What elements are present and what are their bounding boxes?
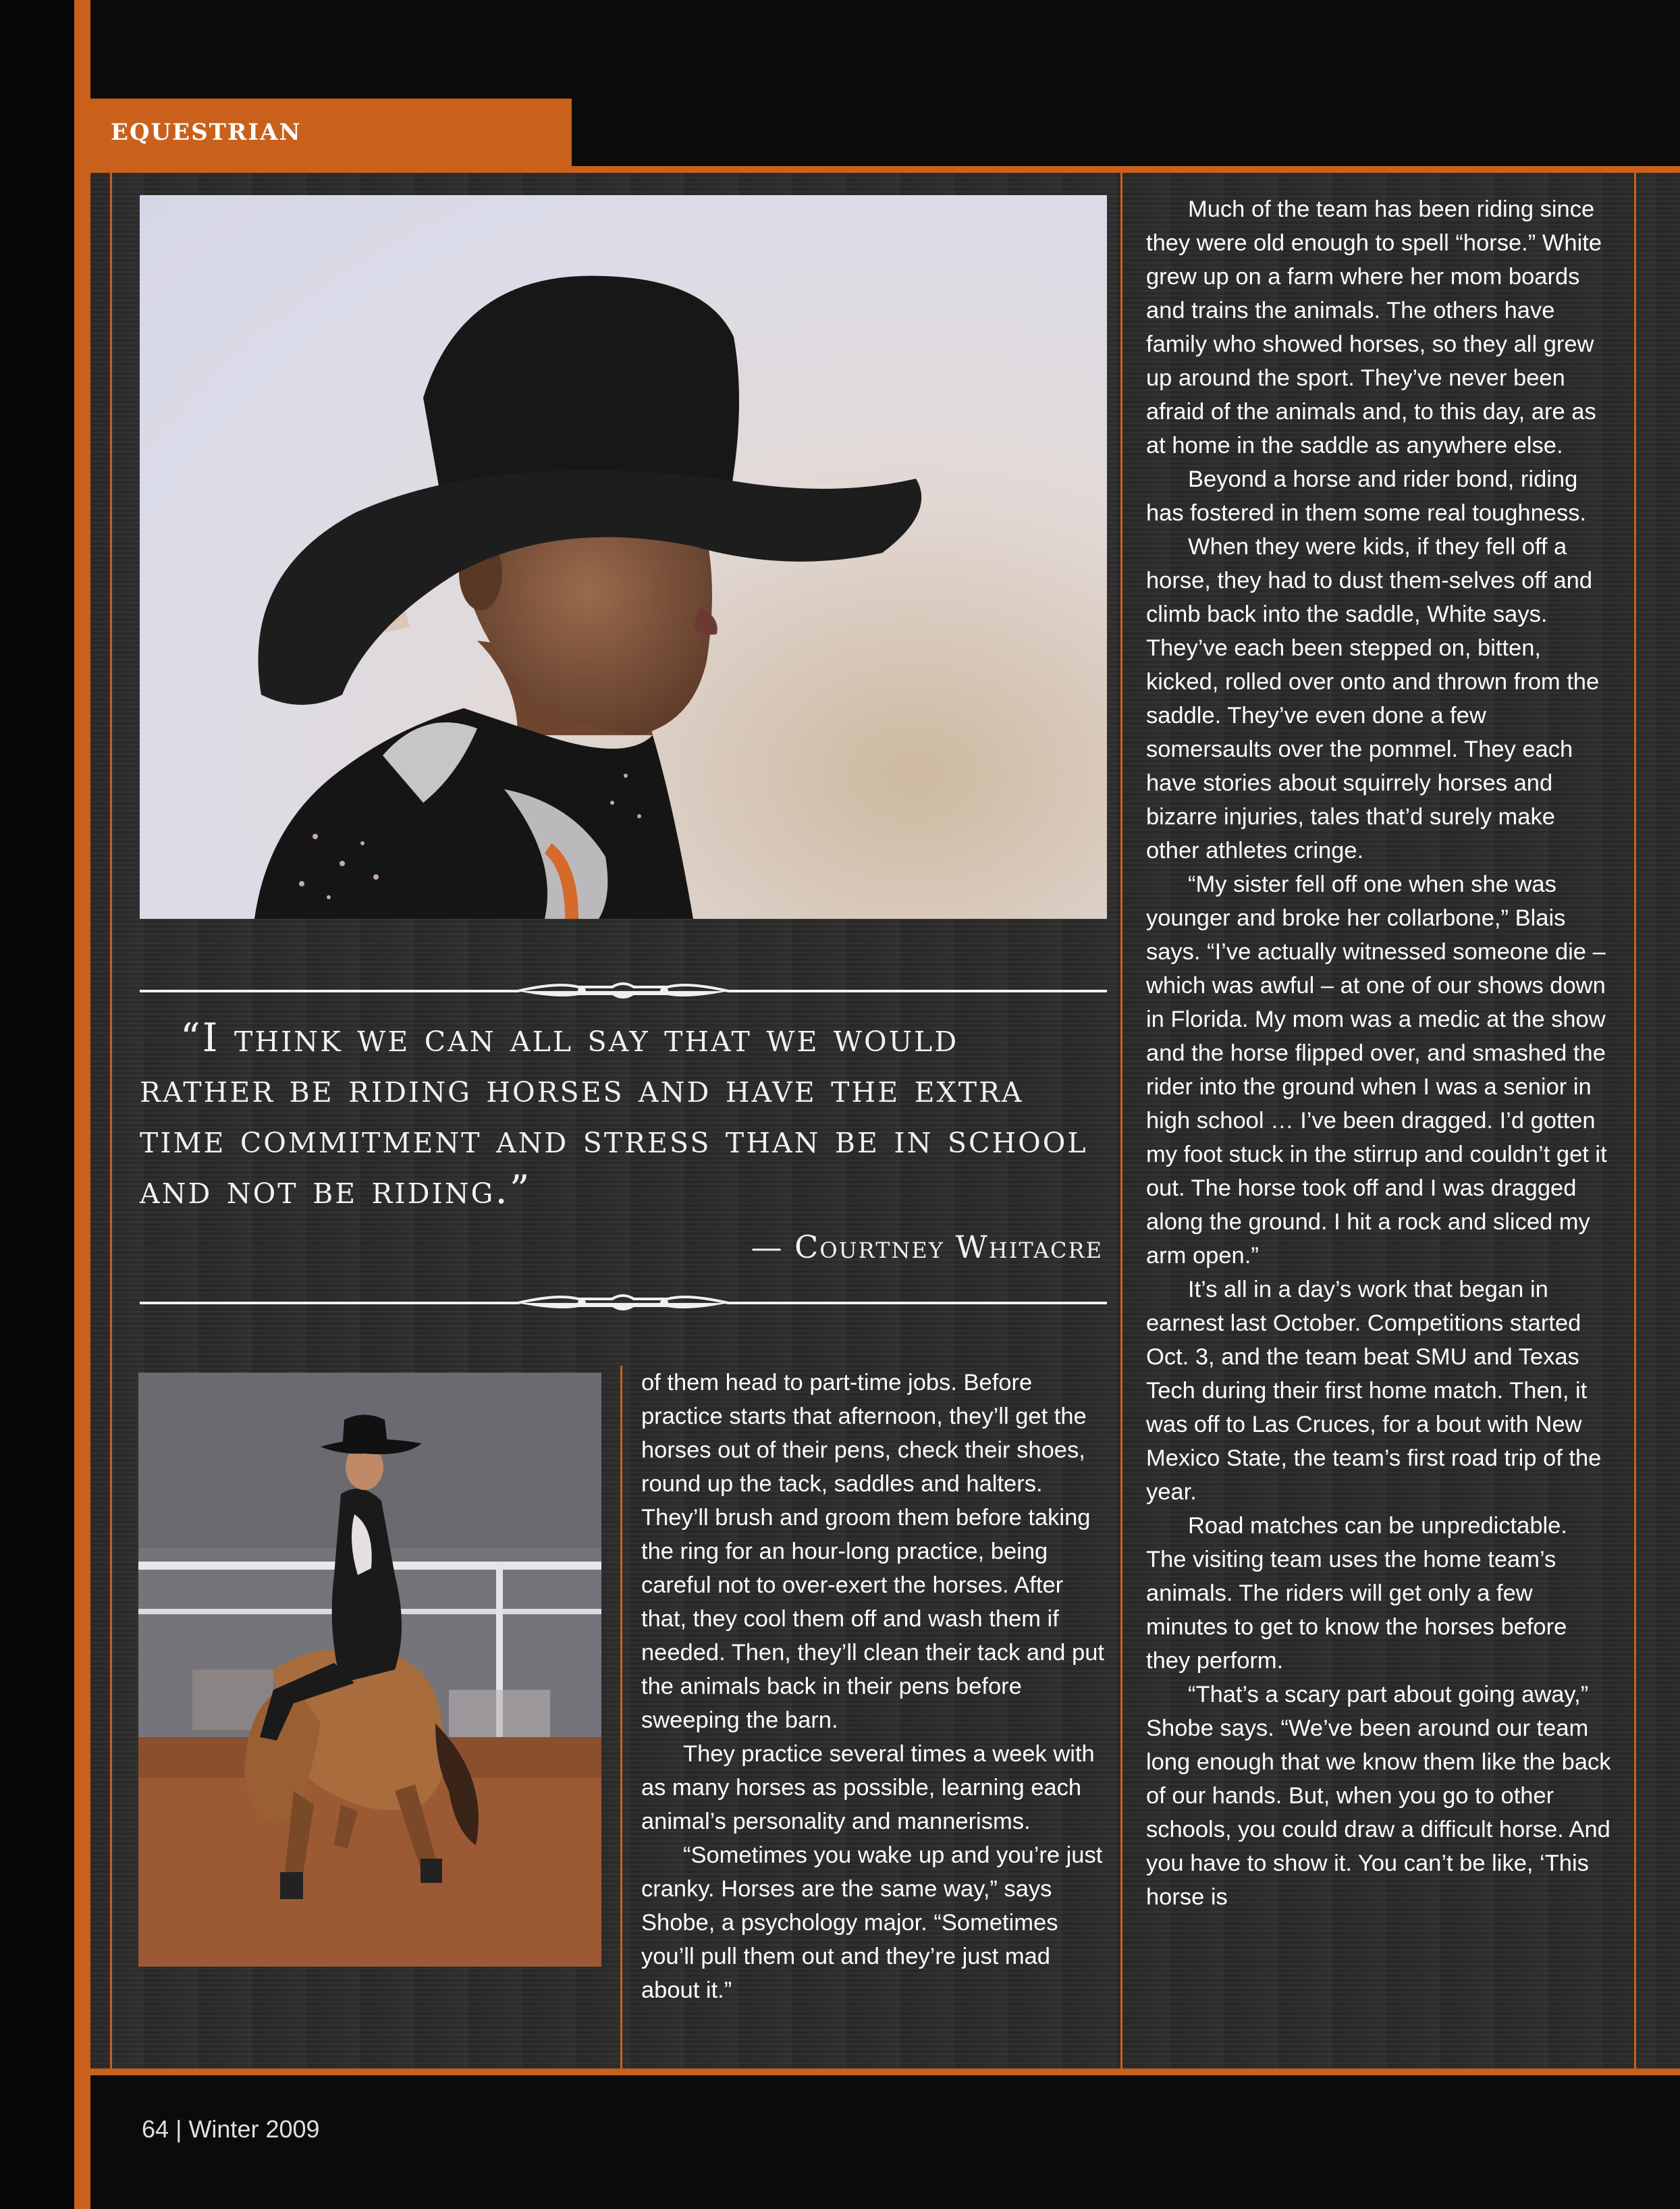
- page-edge: [0, 0, 74, 2209]
- rider-portrait-illustration: [140, 195, 1107, 919]
- page-footer: [142, 2115, 320, 2144]
- ornamental-divider-bottom: [140, 1289, 1107, 1316]
- article-column-middle: [641, 1366, 1114, 2007]
- paragraph: Road matches can be unpredictable. The visiting team uses the home team’s animals. The riders will get only a few minutes to get to know the horses before they perform.: [1146, 1513, 1567, 1674]
- column-rule-left: [110, 173, 112, 2069]
- paragraph: When they were kids, if they fell off a horse, they had to dust them-selves off and climb back into the saddle, White says. They’ve each been stepped on, bitten, kicked, rolled over onto and thrown from the saddle. They’ve even done a few somersaults over the pommel. They each have stories about squirrely horses and bizarre injuries, tales that’d surely make other athletes cringe.: [1146, 534, 1600, 863]
- left-accent-bar: [74, 0, 90, 2209]
- rider-on-horse-photo: [138, 1373, 601, 1967]
- paragraph: They practice several times a week with as many horses as possible, learning each animal’s personality and mannerisms.: [641, 1741, 1095, 1834]
- footer-separator: |: [175, 2115, 182, 2143]
- issue-label: Winter 2009: [188, 2115, 320, 2143]
- article-column-right: [1146, 192, 1612, 1914]
- column-rule-center: [1120, 173, 1122, 2069]
- pull-quote: “I think we can all say that we would rather be riding horses and have the extra time commitment and stress than be in school and not be riding.”: [140, 1015, 1088, 1213]
- section-tab: [90, 99, 572, 166]
- paragraph: Beyond a horse and rider bond, riding has fostered in them some real toughness.: [1146, 467, 1587, 526]
- paragraph: “My sister fell off one when she was younger and broke her collarbone,” Blais says. “I’ve actually witnessed someone die – which was awful – at one of our shows down in Florida. My mom was a medic at the show and the horse flipped over, and smashed the rider into the ground when I was a senior in high school … I’ve been dragged. I’d gotten my foot stuck in the stirrup and couldn’t get it out. The horse took off and I was dragged along the ground. I hit a rock and sliced my arm open.”: [1146, 872, 1607, 1269]
- section-label: EQUESTRIAN: [111, 119, 302, 146]
- paragraph: It’s all in a day’s work that began in earnest last October. Competitions started Oct. 3, and the team beat SMU and Texas Tech during their first home match. Then, it was off to Las Cruces, for a bout with New Mexico State, the team’s first road trip of the year.: [1146, 1277, 1602, 1505]
- rider-portrait-photo: [140, 195, 1107, 919]
- paragraph: Much of the team has been riding since they were old enough to spell “horse.” White grew up on a farm where her mom boards and trains the animals. The others have family who showed horses, so they all grew up around the sport. They’ve never been afraid of the animals and, to this day, are as at home in the saddle as anywhere else.: [1146, 196, 1602, 458]
- bottom-rule: [90, 2069, 1680, 2075]
- paragraph: “That’s a scary part about going away,” Shobe says. “We’ve been around our team long enough that we know them like the back of our hands. But, when you go to other schools, you could draw a difficult horse. And you have to show it. You can’t be like, ‘This horse is: [1146, 1682, 1611, 1910]
- column-rule-right: [1634, 173, 1636, 2069]
- quote-attribution: — Courtney Whitacre: [751, 1229, 1103, 1265]
- rider-on-horse-illustration: [138, 1373, 601, 1967]
- top-rule: [90, 166, 1680, 173]
- paragraph: “Sometimes you wake up and you’re just cranky. Horses are the same way,” says Shobe, a psychology major. “Sometimes you’ll pull them out and they’re just mad about it.”: [641, 1842, 1103, 2003]
- ornamental-divider-top: [140, 978, 1107, 1005]
- page-number: 64: [142, 2115, 169, 2143]
- column-rule-mid: [620, 1366, 622, 2069]
- paragraph: of them head to part-time jobs. Before practice starts that afternoon, they’ll get the horses out of their pens, check their shoes, round up the tack, saddles and halters. They’ll brush and groom them before taking the ring for an hour-long practice, being careful not to over-exert the horses. After that, they cool them off and wash them if needed. Then, they’ll clean their tack and put the animals back in their pens before sweeping the barn.: [641, 1370, 1104, 1733]
